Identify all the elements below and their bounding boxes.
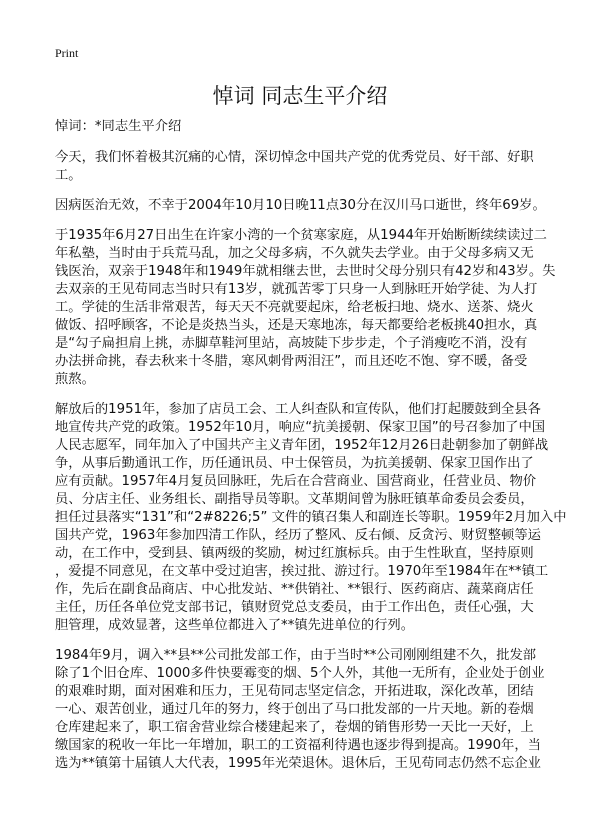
document-body: [55, 118, 567, 785]
paragraph-line: 煎熬。: [55, 372, 95, 387]
paragraph-line: 地宣传共产党的政策。1952年10月，响应“抗美援朝、保家卫国”的号召参加了中国: [55, 420, 546, 435]
paragraph-line: 缴国家的税收一年比一年增加，职工的工资福利待遇也逐步得到提高。1990年，当: [55, 738, 541, 753]
paragraph-line: 钱医治，双亲于1948年和1949年就相继去世，去世时父母分别只有42岁和43岁。失: [55, 264, 556, 279]
page-title: 悼词 同志生平介绍: [212, 84, 388, 108]
print-link[interactable]: Print: [55, 46, 79, 60]
paragraph-line: 于1935年6月27日出生在许家小湾的一个贫寒家庭，从1944年开始断断续续读过二: [55, 228, 547, 243]
paragraph-line: 解放后的1951年，参加了店员工会、工人纠查队和宣传队，他们打起腰鼓到全县各: [55, 402, 541, 417]
paragraph-line: 员、分店主任、业务组长、副指导员等职。文革期间曾为脉旺镇革命委员会委员，: [55, 492, 534, 507]
paragraph-line: 做饭、招呼顾客，不论是炎热当头，还是天寒地冻，每天都要给老板挑40担水，真: [55, 318, 538, 333]
paragraph-line: 办法拼命挑，春去秋来十冬腊，寒风刺骨两泪汪”，而且还吃不饱、穿不暖，备受: [55, 354, 528, 369]
paragraph-line: 今天，我们怀着极其沉痛的心情，深切悼念中国共产党的优秀党员、好干部、好职: [55, 150, 534, 165]
paragraph-line: ，爱提不同意见，在文革中受过迫害，挨过批、游过行。1970年至1984年在**镇工: [55, 564, 549, 579]
paragraph: [55, 197, 555, 215]
paragraph-line: 主任，历任各单位党支部书记，镇财贸党总支委员，由于工作出色，责任心强，大: [55, 600, 534, 615]
paragraph: [55, 227, 555, 389]
paragraph-line: 人民志愿军，同年加入了中国共产主义青年团，1952年12月26日赴朝参加了朝鲜战: [55, 438, 549, 453]
paragraph-line: 去双亲的王见苟同志当时只有13岁，就孤苦零丁只身一人到脉旺开始学徒、为人打: [55, 282, 538, 297]
paragraph: [55, 647, 555, 773]
paragraph-line: 争，从事后勤通讯工作，历任通讯员、中士保管员，为抗美援朝、保家卫国作出了: [55, 456, 534, 471]
paragraph-line: 选为**镇第十届镇人大代表，1995年光荣退休。退休后，王见苟同志仍然不忘企业: [55, 756, 541, 771]
paragraphs: [55, 149, 567, 773]
paragraph-line: 除了1个旧仓库、1000多件快要霉变的烟、5个人外，其他一无所有，企业处于创业: [55, 666, 545, 681]
paragraph-line: 动，在工作中，受到县、镇两级的奖励，树过红旗标兵。由于生性耿直，坚持原则: [55, 546, 534, 561]
paragraph-line: 因病医治无效，不幸于2004年10月10日晚11点30分在汉川马口逝世，终年69岁。: [55, 198, 546, 213]
paragraph-line: 一心、艰苦创业，通过几年的努力，终于创出了马口批发部的一片天地。新的卷烟: [55, 702, 534, 717]
paragraph-line: 年私塾，当时由于兵荒马乱，加之父母多病，不久就失去学业。由于父母多病又无: [55, 246, 534, 261]
document-subtitle: 悼词：*同志生平介绍: [55, 119, 182, 134]
paragraph-line: 仓库建起来了，职工宿舍营业综合楼建起来了，卷烟的销售形势一天比一天好，上: [55, 720, 534, 735]
paragraph-line: 应有贡献。1957年4月复员回脉旺，先后在合营商业、国营商业，任营业员、物价: [55, 474, 537, 489]
paragraph-line: 担任过县落实“131”和“2#8226;5” 文件的镇召集人和副连长等职。1959年2月加入中: [55, 510, 567, 525]
paragraph-line: 作，先后在副食品商店、中心批发站、**供销社、**银行、医药商店、蔬菜商店任: [55, 582, 534, 597]
paragraph-line: 国共产党，1963年参加四清工作队，经历了整风、反右倾、反贪污、财贸整顿等运: [55, 528, 541, 543]
paragraph-line: 的艰难时期，面对困难和压力，王见苟同志坚定信念，开拓进取，深化改革，团结: [55, 684, 534, 699]
paragraph-line: 工。学徒的生活非常艰苦，每天天不亮就要起床，给老板扫地、烧水、送茶、烧火: [55, 300, 534, 315]
paragraph-line: 是“勾子扁担肩上挑，赤脚草鞋河里站，高坡陡下步步走，个子消瘦吃不消，没有: [55, 336, 528, 351]
paragraph: [55, 149, 555, 185]
paragraph-line: 胆管理，成效显著，这些单位都进入了**镇先进单位的行列。: [55, 618, 415, 633]
paragraph: [55, 401, 567, 635]
paragraph-line: 1984年9月，调入**县**公司批发部工作，由于当时**公司刚刚组建不久，批发部: [55, 648, 537, 663]
paragraph-line: 工。: [55, 168, 82, 183]
